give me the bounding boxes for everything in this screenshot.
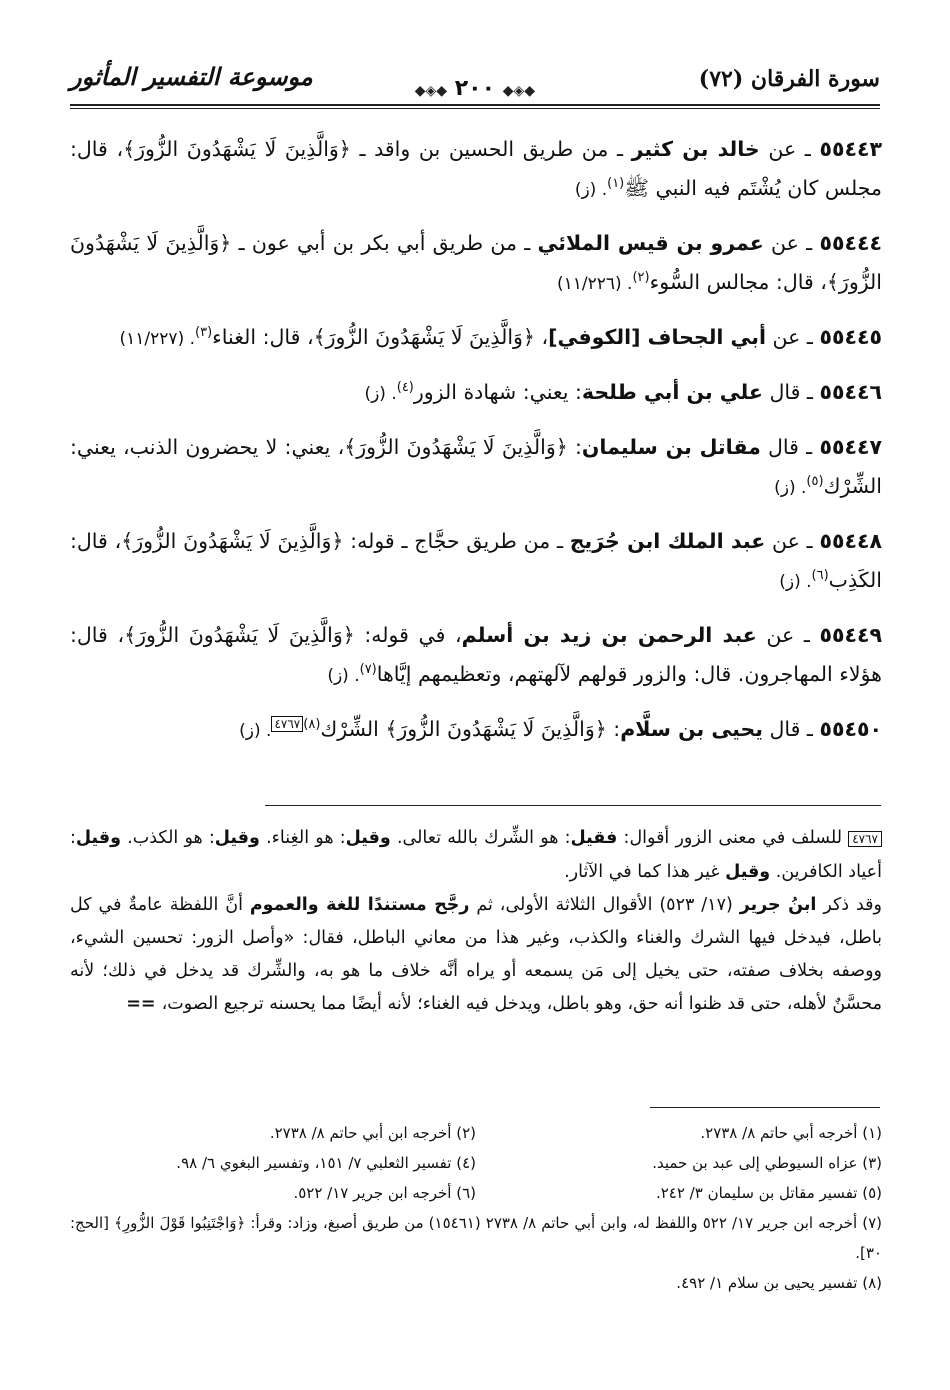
commentary-text: أنَّ اللفظة عامةٌ في كل باطل، فيدخل فيها الشرك والغناء والكذب، وغير هذا من معاني الباطل، فقال: «وأصل الزور: تحسين الشيء، ووصفه بخلاف صفته، حتى يخيل إلى مَن يسمعه أو يراه أنَّه خلاف ما هو به، والشِّرك قد يدخل في ذلك؛ لأنه محسَّنٌ لأهله، حتى قد ظنوا أنه حق، وهو باطل، ويدخل فيه الغناء؛ لأنه أيضًا مما يحسنه ترجيع الصوت، <box>70 895 882 1014</box>
entry-intro: ـ عن <box>765 529 820 553</box>
commentary-keyword: ابنُ جرير <box>739 895 817 915</box>
entry-text: ، قال: الكَذِب <box>70 529 882 592</box>
entry-ref: . (ز) <box>239 721 272 741</box>
quran-quote: ﴿وَالَّذِينَ لَا يَشْهَدُونَ الزُّورَ﴾ <box>121 529 344 553</box>
footnote-ref: (٨) <box>303 717 321 733</box>
entry-ref: . (ز) <box>779 572 812 592</box>
entry-number: ٥٥٤٤٣ <box>819 137 882 161</box>
entry-number: ٥٥٤٤٧ <box>819 435 882 459</box>
entry-intro: ـ عن <box>759 137 820 161</box>
commentary-text: : أعياد الكافرين. <box>70 828 882 882</box>
footnote: (٨) تفسير يحيى بن سلام ١/ ٤٩٢. <box>676 1274 882 1292</box>
entry-text: ، يعني: لا يحضرون الذنب، يعني: الشِّرْك <box>70 435 882 498</box>
commentary-keyword: رجَّح مستندًا للغة والعموم <box>249 895 470 915</box>
commentary-text: : هو الشِّرك بالله تعالى. <box>390 828 571 848</box>
quran-quote: ﴿وَالَّذِينَ لَا يَشْهَدُونَ الزُّورَ﴾ <box>313 325 535 349</box>
footnote-row <box>70 1118 882 1148</box>
entry-chain: ، في قوله: <box>354 623 462 647</box>
commentary-paragraph <box>70 889 882 1021</box>
entry-intro: ـ قال <box>762 380 820 404</box>
narrator-name: مقاتل بن سليمان <box>581 435 761 459</box>
footnote: (٥) تفسير مقاتل بن سليمان ٣/ ٢٤٢. <box>655 1184 882 1202</box>
entry-text: الشِّرْك <box>320 717 386 741</box>
entry-chain: ، <box>534 325 549 349</box>
footnote-text: (٧) أخرجه ابن جرير ١٧/ ٥٢٢ واللفظ له، وابن أبي حاتم ٨/ ٢٧٣٨ (١٥٤٦١) من طريق أصبغ، وزاد: وقرأ: <box>245 1214 883 1232</box>
entry-chain: ـ من طريق حجَّاج ـ قوله: <box>343 529 570 553</box>
footnote-ref: (٣) <box>195 325 213 341</box>
commentary-marker: ٤٧٦٧ <box>271 716 303 732</box>
quran-quote: ﴿وَالَّذِينَ لَا يَشْهَدُونَ الزُّورَ﴾ <box>123 137 351 161</box>
narrator-name: أبي الجحاف [الكوفي] <box>548 325 767 349</box>
footnote-text: [الحج: ٣٠]. <box>70 1214 882 1262</box>
commentary-text: : هو الكذب. <box>121 828 215 848</box>
footnote-ref: (٤) <box>396 380 414 396</box>
narrator-name: علي بن أبي طلحة <box>581 380 763 404</box>
header-rule <box>70 104 880 106</box>
book-title: موسوعة التفسير المأثور <box>70 62 313 91</box>
entry-text: ، قال: هؤلاء المهاجرون. قال: والزور قولهم لآلهتهم، وتعظيمهم إيَّاها <box>70 623 882 686</box>
quran-quote: ﴿وَالَّذِينَ لَا يَشْهَدُونَ الزُّورَ﴾ <box>385 717 607 741</box>
page-number-area <box>414 76 535 101</box>
narration-entry <box>70 373 882 414</box>
narration-entry <box>70 616 882 696</box>
entry-chain: ـ من طريق الحسين بن واقد ـ <box>350 137 632 161</box>
entry-intro: ـ عن <box>763 231 820 255</box>
page-number: ٢٠٠ <box>454 76 496 101</box>
quran-quote: ﴿وَاجْتَنِبُوا قَوْلَ الزُّورِ﴾ <box>114 1214 246 1232</box>
narration-entry <box>70 522 882 602</box>
footnotes <box>70 1118 882 1298</box>
header-rule-thin <box>70 108 880 109</box>
footnote-divider <box>650 1107 880 1108</box>
footnote-ref: (٢) <box>632 270 650 286</box>
commentary-keyword: فقيل <box>570 828 618 848</box>
page-header <box>70 58 880 108</box>
narrations <box>70 130 882 765</box>
entry-ref: . (١١/٢٢٦) <box>556 274 633 294</box>
running-title: سورة الفرقان (٧٢) <box>698 66 880 92</box>
quran-quote: ﴿وَالَّذِينَ لَا يَشْهَدُونَ الزُّورَ﴾ <box>70 231 882 294</box>
narrator-name: يحيى بن سلَّام <box>620 717 763 741</box>
narrator-name: خالد بن كثير <box>631 137 760 161</box>
entry-chain: ـ من طريق أبي بكر بن أبي عون ـ <box>231 231 538 255</box>
footnote: (٤) تفسير الثعلبي ٧/ ١٥١، وتفسير البغوي ٦/ ٩٨. <box>176 1154 476 1172</box>
ornament-right: ◆◈◆ <box>502 83 535 99</box>
footnote: (٦) أخرجه ابن جرير ١٧/ ٥٢٢. <box>293 1184 476 1202</box>
commentary-text: للسلف في معنى الزور أقوال: <box>617 828 849 848</box>
narrator-name: عمرو بن قيس الملائي <box>537 231 764 255</box>
footnote-ref: (١) <box>607 176 625 192</box>
entry-ref: . (ز) <box>327 666 360 686</box>
entry-intro: ـ قال <box>762 717 820 741</box>
entry-chain: : <box>606 717 621 741</box>
entry-chain: : يعني: شهادة الزور <box>413 380 582 404</box>
entry-intro: ـ قال <box>760 435 820 459</box>
section-divider <box>265 805 881 806</box>
narrator-name: عبد الملك ابن جُرَيج <box>569 529 766 553</box>
footnote-ref: (٥) <box>806 474 824 490</box>
entry-number: ٥٥٤٤٤ <box>819 231 882 255</box>
entry-text: ، قال: الغناء <box>212 325 314 349</box>
entry-number: ٥٥٤٤٩ <box>819 623 882 647</box>
narration-entry <box>70 710 882 751</box>
commentary-text: (١٧/ ٥٢٣) الأقوال الثلاثة الأولى، ثم <box>469 895 740 915</box>
commentary-block <box>70 822 882 1021</box>
footnote: (١) أخرجه أبي حاتم ٨/ ٢٧٣٨. <box>700 1124 882 1142</box>
entry-intro: ـ عن <box>766 325 820 349</box>
narration-entry <box>70 130 882 210</box>
narration-entry <box>70 318 882 359</box>
footnote: (٢) أخرجه ابن أبي حاتم ٨/ ٢٧٣٨. <box>269 1124 476 1142</box>
commentary-keyword: وقيل <box>214 828 260 848</box>
quran-quote: ﴿وَالَّذِينَ لَا يَشْهَدُونَ الزُّورَ﴾ <box>124 623 355 647</box>
commentary-marker: ٤٧٦٧ <box>848 831 882 847</box>
footnote: (٣) عزاه السيوطي إلى عبد بن حميد. <box>652 1154 882 1172</box>
entry-number: ٥٥٤٤٨ <box>819 529 882 553</box>
narration-entry <box>70 224 882 304</box>
entry-number: ٥٥٤٤٥ <box>819 325 882 349</box>
footnote-ref: (٧) <box>359 662 377 678</box>
footnote-ref: (٦) <box>811 568 829 584</box>
ornament-left: ◆◈◆ <box>414 83 448 99</box>
narrator-name: عبد الرحمن بن زيد بن أسلم <box>461 623 757 647</box>
entry-ref: . (ز) <box>364 384 397 404</box>
entry-number: ٥٥٤٤٦ <box>819 380 882 404</box>
commentary-text: غير هذا كما في الآثار. <box>564 862 726 882</box>
entry-text: ، قال: مجالس السُّوء <box>649 270 827 294</box>
commentary-keyword: وقيل <box>725 862 771 882</box>
footnote <box>70 1208 882 1268</box>
footnote-row <box>70 1148 882 1178</box>
commentary-text: وقد ذكر <box>816 895 882 915</box>
quran-quote: ﴿وَالَّذِينَ لَا يَشْهَدُونَ الزُّورَ﴾ <box>344 435 568 459</box>
commentary-keyword: وقيل <box>75 828 122 848</box>
entry-intro: ـ عن <box>756 623 820 647</box>
continuation-mark: == <box>126 994 162 1014</box>
commentary-text: : هو الغِناء. <box>259 828 346 848</box>
entry-ref: . (١١/٢٢٧) <box>119 329 196 349</box>
commentary-paragraph <box>70 822 882 889</box>
entry-ref: . (ز) <box>774 478 807 498</box>
entry-chain: : <box>567 435 582 459</box>
commentary-keyword: وقيل <box>345 828 391 848</box>
entry-ref: . (ز) <box>574 180 608 200</box>
entry-text: ، قال: مجلس كان يُشْتَم فيه النبي ﷺ <box>70 137 882 200</box>
narration-entry <box>70 428 882 508</box>
footnote-row <box>70 1178 882 1208</box>
entry-number: ٥٥٤٥٠ <box>819 717 882 741</box>
